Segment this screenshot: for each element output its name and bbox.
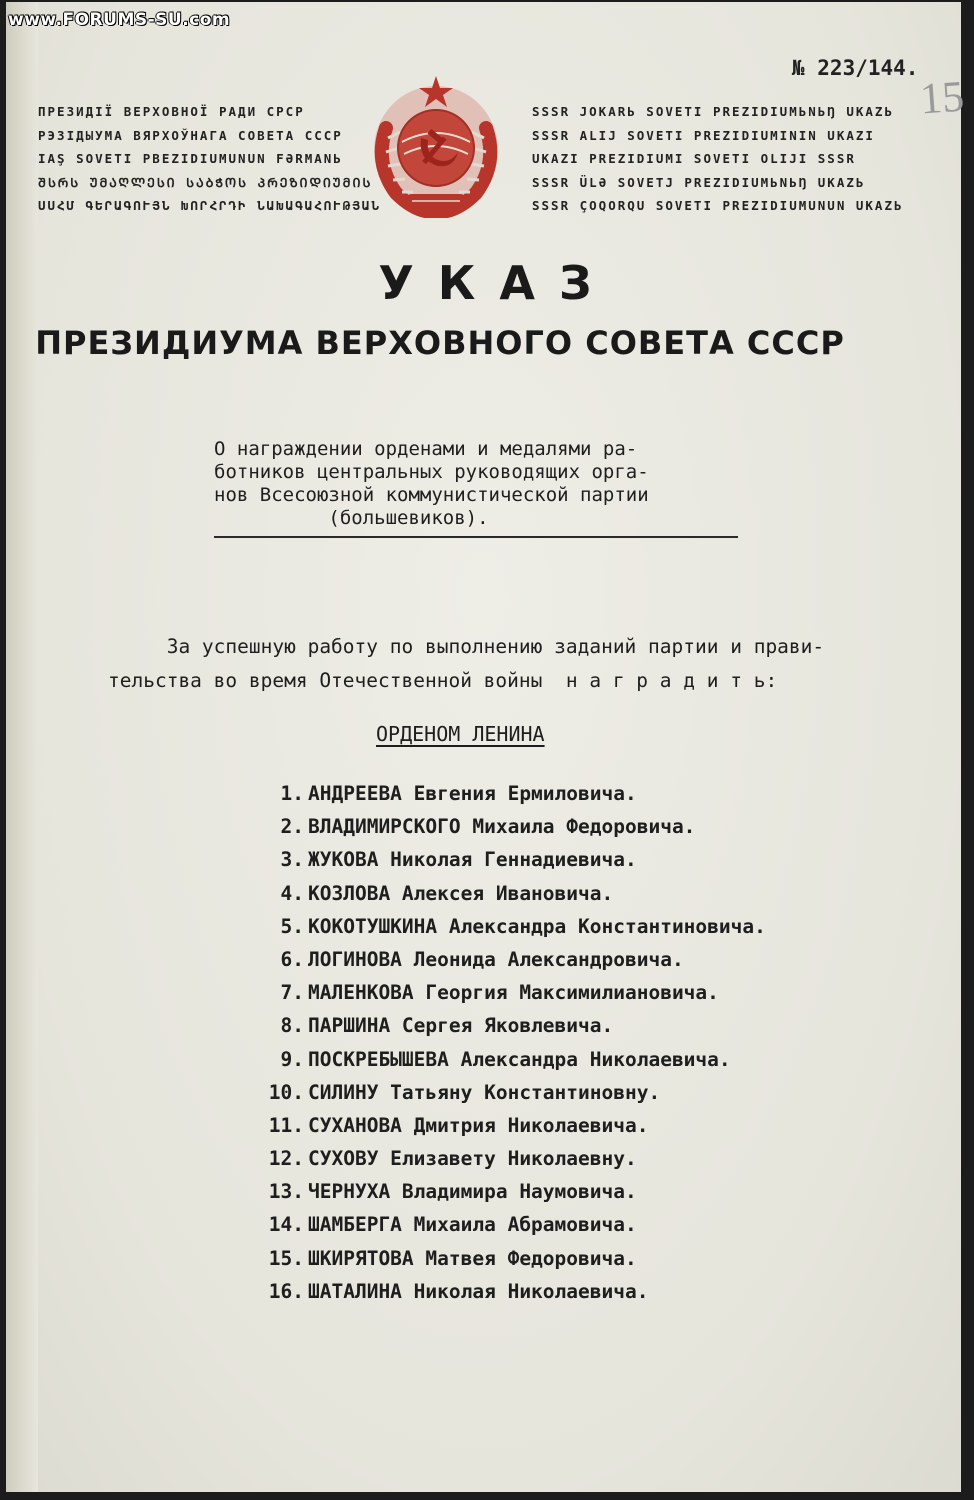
list-item bbox=[246, 948, 766, 981]
subject-underline bbox=[214, 536, 738, 538]
header-right bbox=[532, 100, 904, 218]
awardee-name: КОЗЛОВА Алексея Ивановича. bbox=[308, 881, 614, 905]
item-number: 16. bbox=[268, 1279, 304, 1303]
header-left-line: ՍՍՀՄ ԳԵՐԱԳՈՒՅՆ ԽՈՐՀՐԴԻ ՆԱԽԱԳԱՀՈՒԹՅԱՆ bbox=[38, 198, 381, 213]
item-number: 13. bbox=[268, 1180, 304, 1204]
item-number: 2. bbox=[280, 815, 304, 839]
list-item bbox=[246, 815, 766, 848]
watermark-text: www.FORUMS-SU.com bbox=[8, 10, 231, 30]
item-number: 6. bbox=[280, 947, 304, 971]
list-item bbox=[246, 1048, 766, 1081]
list-item bbox=[246, 915, 766, 948]
list-item bbox=[246, 1180, 766, 1213]
item-number: 12. bbox=[268, 1147, 304, 1171]
header-right-line: SSSR ÜLƏ SOVETJ PREZIDIUMЬNЬŊ UKAZЬ bbox=[532, 174, 866, 190]
awardee-name: СУХОВУ Елизавету Николаевну. bbox=[308, 1147, 637, 1171]
document-number: № 223/144. bbox=[792, 56, 919, 80]
header-left-line: ᲨᲡᲠᲡ ᲣᲛᲐᲦᲚᲔᲡᲘ ᲡᲐᲑᲭᲝᲡ ᲞᲠᲔᲖᲘᲓᲘᲣᲛᲘᲡ bbox=[38, 174, 373, 190]
item-number: 1. bbox=[280, 782, 304, 805]
awardee-name: ПАРШИНА Сергея Яковлевича. bbox=[308, 1014, 614, 1038]
awardee-name: ШАТАЛИНА Николая Николаевича. bbox=[308, 1279, 649, 1303]
awardee-list bbox=[246, 782, 766, 1313]
list-item bbox=[246, 1114, 766, 1147]
binding-edge bbox=[6, 2, 38, 1492]
header-right-line: SSSR ÇOQORQU SOVETI PREZIDIUMUNUN UKAZЬ bbox=[532, 198, 904, 213]
item-number: 10. bbox=[268, 1080, 304, 1104]
list-item bbox=[246, 1280, 766, 1313]
item-number: 4. bbox=[280, 881, 304, 905]
item-number: 14. bbox=[268, 1213, 304, 1237]
awardee-name: КОКОТУШКИНА Александра Константиновича. bbox=[308, 914, 766, 938]
header-left bbox=[38, 100, 381, 218]
list-item bbox=[246, 1081, 766, 1114]
awardee-name: ШАМБЕРГА Михаила Абрамовича. bbox=[308, 1213, 637, 1237]
header-left-line: ПРЕЗИДIЇ ВЕРХОВНОЇ РАДИ СРСР bbox=[38, 104, 305, 119]
list-item bbox=[246, 1147, 766, 1180]
header-right-line: UKAZI PREZIDIUMI SOVETI OLIJI SSSR bbox=[532, 151, 856, 166]
item-number: 11. bbox=[268, 1113, 304, 1137]
awardee-name: ШКИРЯТОВА Матвея Федоровича. bbox=[308, 1246, 637, 1270]
header-left-line: РЭЗІДЫУМА ВЯРХОЎНАГА СОВЕТА СССР bbox=[38, 127, 343, 143]
list-item bbox=[246, 1247, 766, 1280]
item-number: 8. bbox=[280, 1014, 304, 1038]
order-heading: ОРДЕНОМ ЛЕНИНА bbox=[376, 722, 545, 746]
awardee-name: СИЛИНУ Татьяну Константиновну. bbox=[308, 1080, 661, 1104]
item-number: 9. bbox=[280, 1047, 304, 1071]
awardee-name: ВЛАДИМИРСКОГО Михаила Федоровича. bbox=[308, 815, 696, 839]
item-number: 7. bbox=[280, 981, 304, 1005]
document-title: УКАЗ bbox=[378, 256, 616, 310]
awardee-name: ПОСКРЕБЫШЕВА Александра Николаевича. bbox=[308, 1047, 731, 1071]
list-item bbox=[246, 1014, 766, 1047]
awardee-name: АНДРЕЕВА Евгения Ермиловича. bbox=[308, 782, 637, 805]
awardee-name: ЧЕРНУХА Владимира Наумовича. bbox=[308, 1180, 637, 1204]
awardee-name: МАЛЕНКОВА Георгия Максимилиановича. bbox=[308, 981, 719, 1005]
awardee-name: ЛОГИНОВА Леонида Александровича. bbox=[308, 947, 684, 971]
soviet-emblem-icon bbox=[366, 68, 506, 218]
page-number: 15 bbox=[918, 71, 966, 124]
header-left-line: IAŞ SOVETI PBEZIDIUMUNUN FƏRMANЬ bbox=[38, 151, 343, 166]
list-item bbox=[246, 782, 766, 815]
document-subtitle: ПРЕЗИДИУМА ВЕРХОВНОГО СОВЕТА СССР bbox=[35, 324, 845, 362]
list-item bbox=[246, 1213, 766, 1246]
item-number: 3. bbox=[280, 848, 304, 872]
item-number: 5. bbox=[280, 914, 304, 938]
header-right-line: SSSR ALIJ SOVETI PREZIDIUMININ UKAZI bbox=[532, 127, 875, 143]
awardee-name: СУХАНОВА Дмитрия Николаевича. bbox=[308, 1113, 649, 1137]
list-item bbox=[246, 848, 766, 881]
decree-subject: О награждении орденами и медалями ра- ботников центральных руководящих орга- нов Всесоюзной коммунистической партии (большевиков). bbox=[214, 438, 649, 529]
decree-intro: За успешную работу по выполнению заданий партии и прави- тельства во время Отечественной войны н а г р а д и т ь: bbox=[108, 635, 825, 692]
awardee-name: ЖУКОВА Николая Геннадиевича. bbox=[308, 848, 637, 872]
item-number: 15. bbox=[268, 1246, 304, 1270]
header-right-line: SSSR JOKARЬ SOVETI PREZIDIUMЬNЬŊ UKAZЬ bbox=[532, 104, 894, 119]
list-item bbox=[246, 981, 766, 1014]
list-item bbox=[246, 882, 766, 915]
